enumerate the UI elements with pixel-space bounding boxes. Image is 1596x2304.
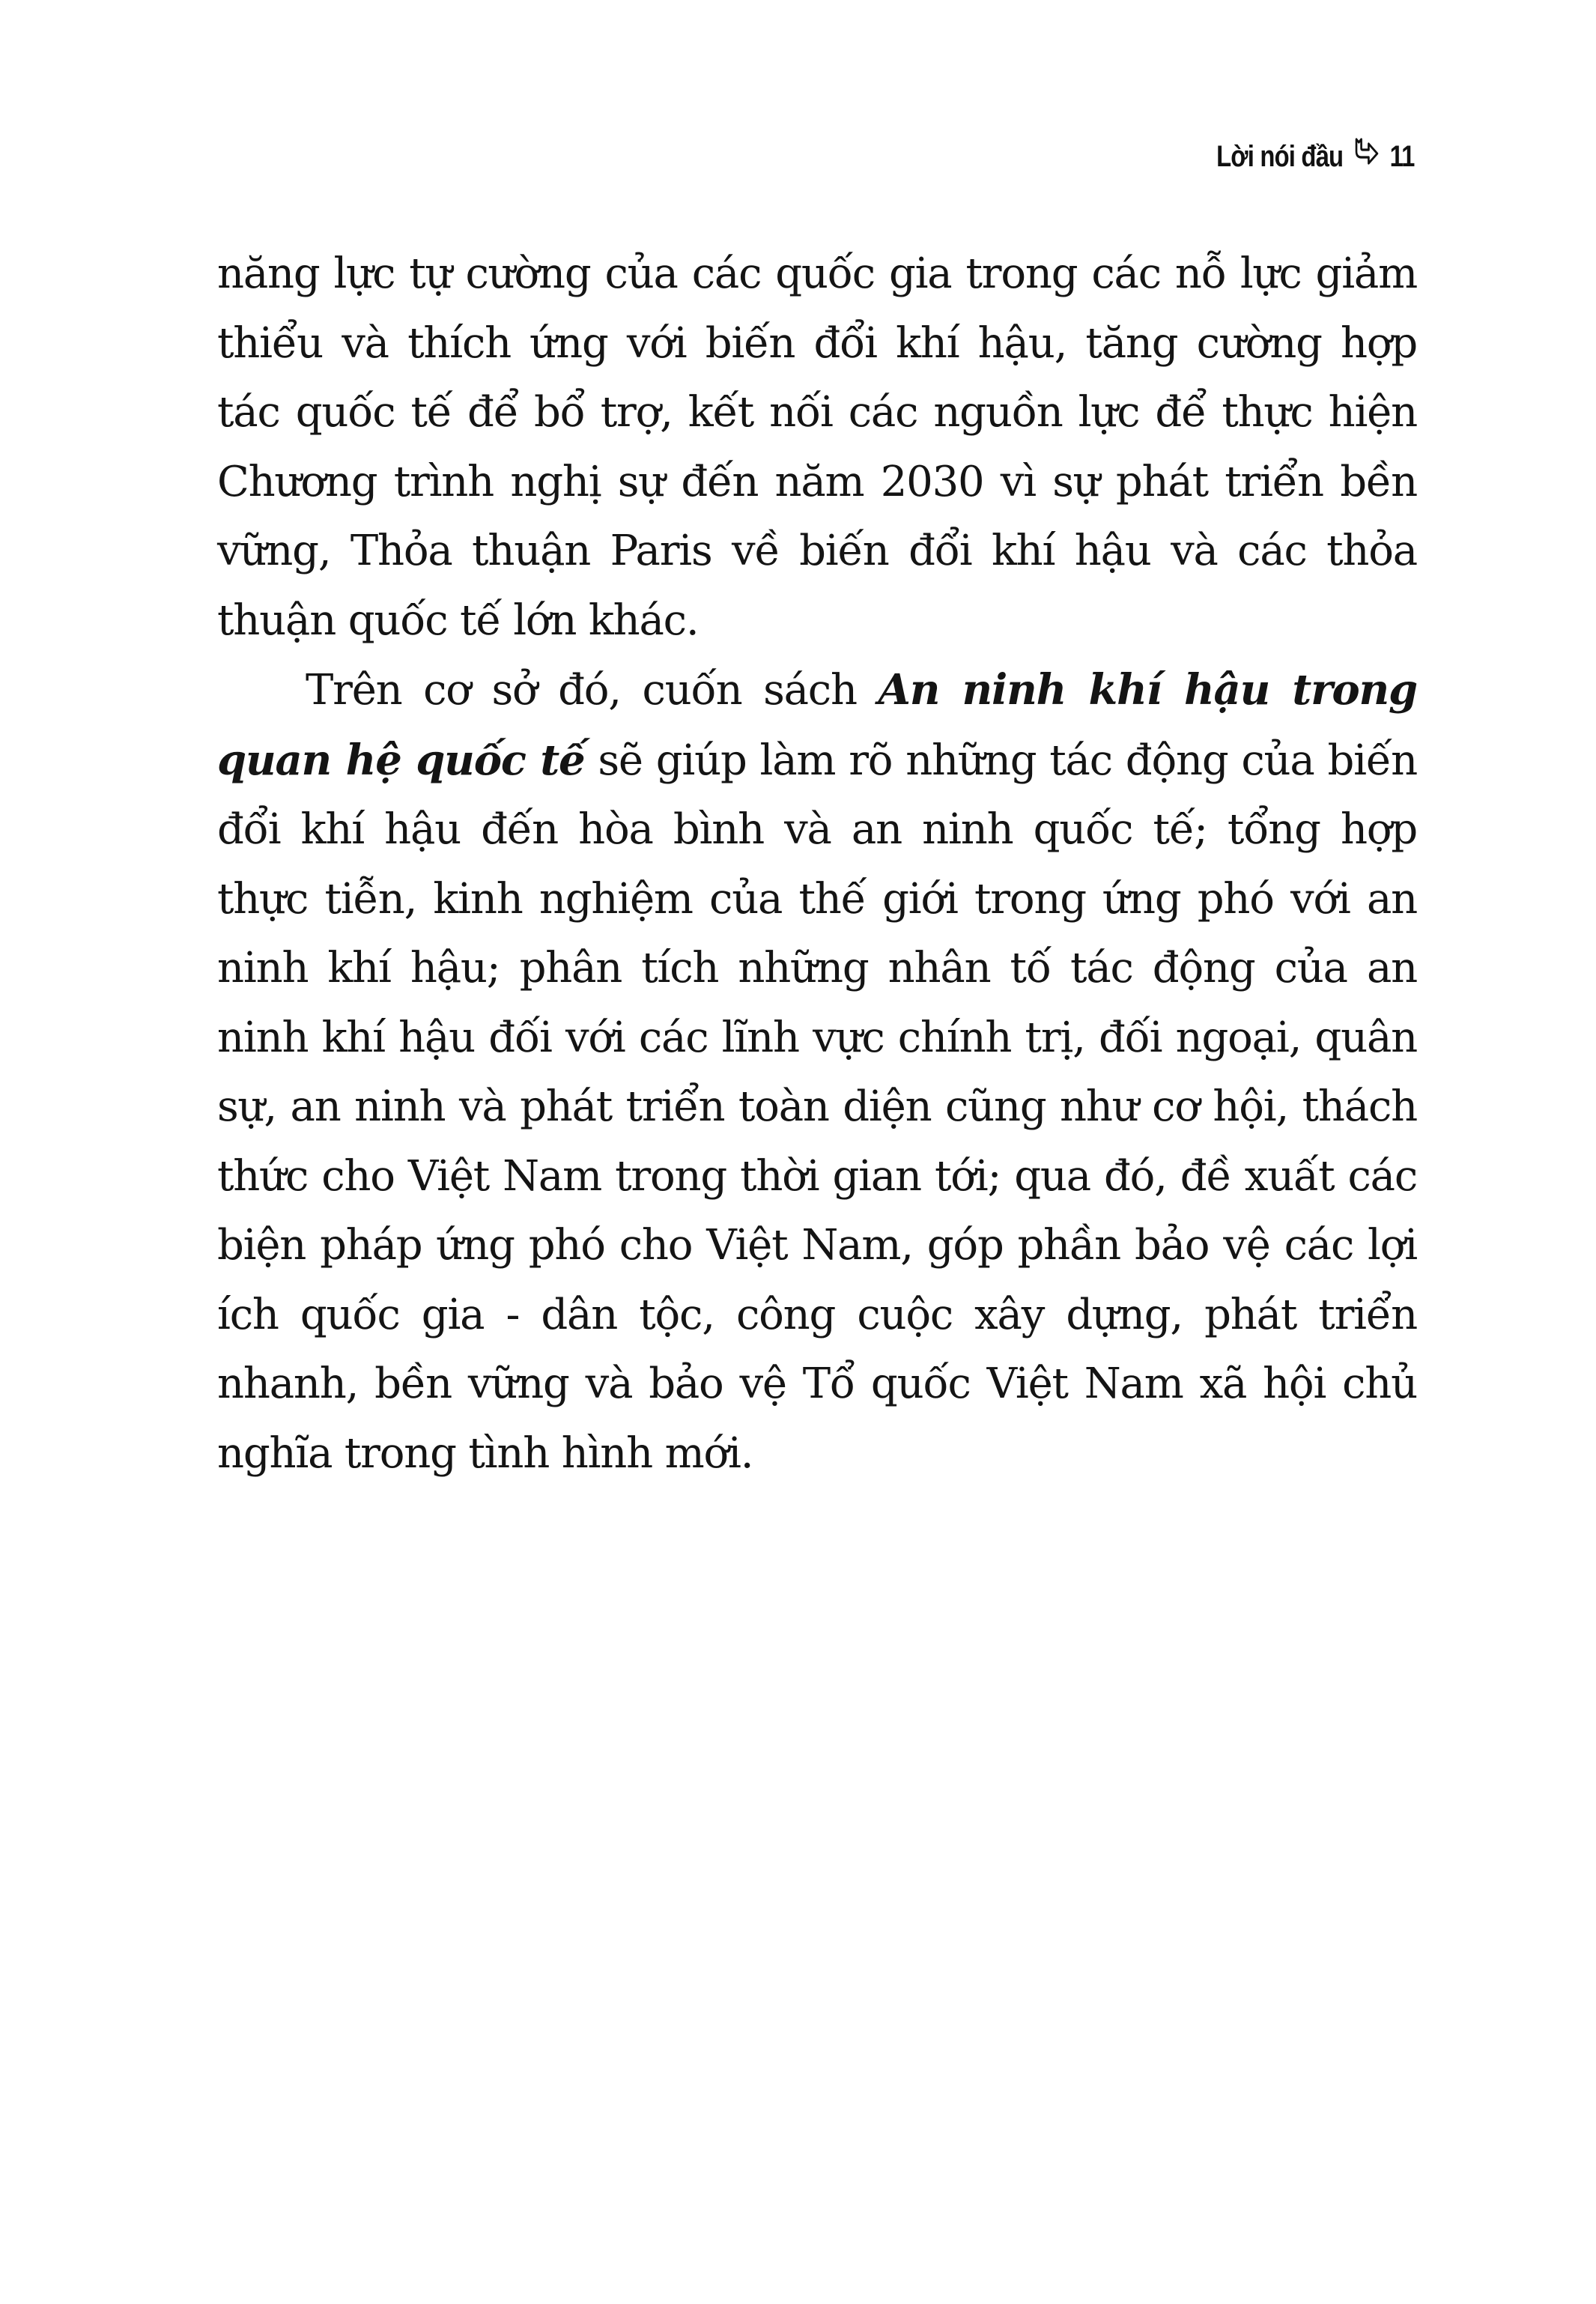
running-header — [1216, 135, 1415, 178]
paragraph-1: năng lực tự cường của các quốc gia trong các nỗ lực giảm thiểu và thích ứng với biến đổi khí hậu, tăng cường hợp tác quốc tế để bổ trợ, kết nối các nguồn lực để thực hiện Chương trình nghị sự đến năm 2030 vì sự phát triển bền vững, Thỏa thuận Paris về biến đổi khí hậu và các thỏa thuận quốc tế lớn khác. — [217, 249, 1417, 645]
body-text — [217, 240, 1417, 1488]
section-title: Lời nói đầu — [1216, 139, 1344, 173]
paragraph-2-rest: sẽ giúp làm rõ những tác động của biến đổi khí hậu đến hòa bình và an ninh quốc tế; tổng hợp thực tiễn, kinh nghiệm của thế giới trong ứng phó với an ninh khí hậu; phân tích những nhân tố tác động của an ninh khí hậu đối với các lĩnh vực chính trị, đối ngoại, quân sự, an ninh và phát triển toàn diện cũng như cơ hội, thách thức cho Việt Nam trong thời gian tới; qua đó, đề xuất các biện pháp ứng phó cho Việt Nam, góp phần bảo vệ các lợi ích quốc gia - dân tộc, công cuộc xây dựng, phát triển nhanh, bền vững và bảo vệ Tổ quốc Việt Nam xã hội chủ nghĩa trong tình hình mới. — [217, 736, 1417, 1478]
page-number: 11 — [1389, 139, 1415, 173]
paragraph-2-lead: Trên cơ sở đó, cuốn sách — [306, 666, 879, 715]
arrow-curve-right-icon — [1352, 135, 1381, 178]
book-title: An ninh khí hậu trong quan hệ quốc tế — [217, 665, 1417, 785]
paragraph-2 — [217, 655, 1417, 1488]
